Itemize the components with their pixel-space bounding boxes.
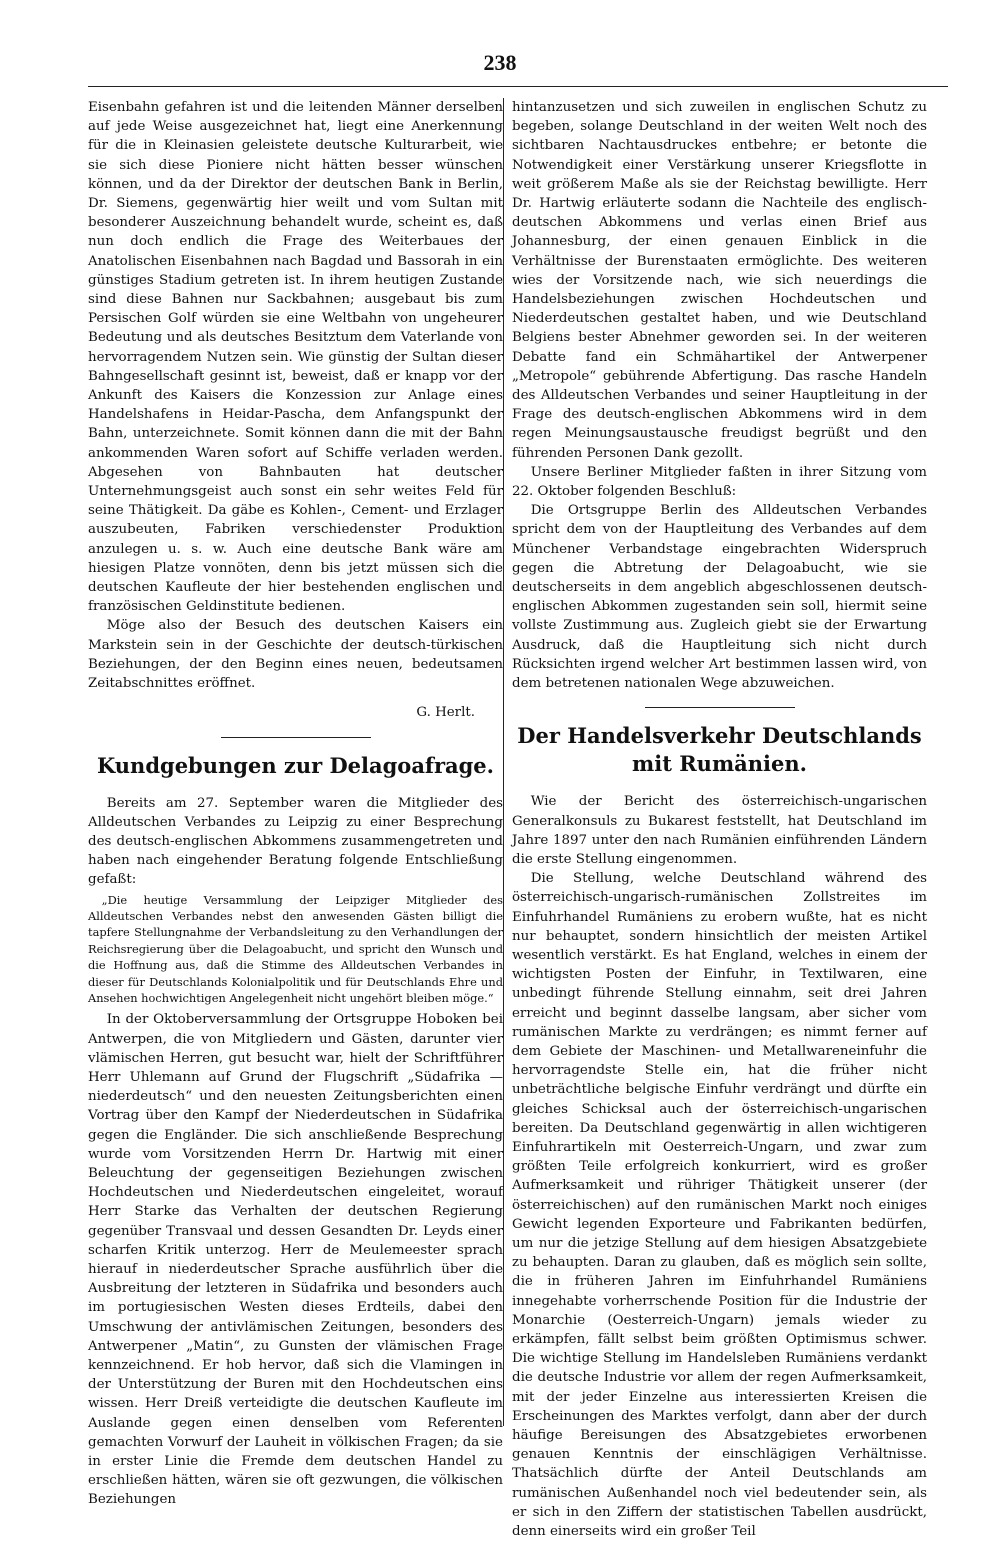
paragraph: Bereits am 27. September waren die Mitglieder des Alldeutschen Verbandes zu Leipzig zu einer Besprechung des deutsch-englischen Abkommens zusammengetreten und haben nach eingehender Beratung folgende Entschließung gefaßt:	[88, 795, 503, 888]
section-heading: Kundgebungen zur Delagoafrage.	[97, 752, 494, 778]
paragraph: Die Ortsgruppe Berlin des Alldeutschen Verbandes spricht dem von der Hauptleitung des Verbandes auf dem Münchener Verbandstage eingebrachten Widerspruch gegen die Abtretung der Delagoabucht, wie sie deutscherseits in dem angeblich abgeschlossenen deutsch-englischen Abkommen zugestanden sein soll, hiermit seine vollste Zustimmung aus. Zugleich giebt sie der Erwartung Ausdruck, daß die Hauptleitung sich nicht durch Rücksichten irgend welcher Art bestimmen lassen wird, von dem betretenen nationalen Wege abzuweichen.	[512, 503, 927, 692]
column-divider	[503, 98, 504, 1426]
right-column	[512, 98, 927, 1540]
author-signature: G. Herlt.	[416, 705, 475, 721]
paragraph: Unsere Berliner Mitglieder faßten in ihrer Sitzung vom 22. Oktober folgenden Beschluß:	[512, 464, 927, 500]
paragraph: hintanzusetzen und sich zuweilen in englischen Schutz zu begeben, solange Deutschland in der weiten Welt noch des sichtbaren Nachtausdruckes entbehre; er betonte die Notwendigkeit einer Verstärkung unserer Kriegsflotte in weit größerem Maße als sie der Reichstag bewilligte. Herr Dr. Hartwig erläuterte sodann die Nachteile des englisch-deutschen Abkommens und verlas einen Brief aus Johannesburg, der einen genauen Einblick in die Verhältnisse der Burenstaaten ermöglichte. Des weiteren wies der Vorsitzende nach, wie sich neuerdings die Handelsbeziehungen zwischen Hochdeutschen und Niederdeutschen gestaltet haben, und wie Deutschland Belgiens bester Abnehmer geworden sei. In der weiteren Debatte fand ein Schmähartikel der Antwerpener „Metropole“ gebührende Abfertigung. Das rasche Handeln des Alldeutschen Verbandes und seiner Hauptleitung in der Frage des deutsch-englischen Abkommens wird in dem regen Meinungsaustausche freudigst begrüßt und den führenden Personen Dank gezollt.	[512, 100, 927, 461]
paragraph: In der Oktoberversammlung der Ortsgruppe Hoboken bei Antwerpen, die von Mitgliedern und Gästen, darunter vier vlämischen Herren, gut besucht war, hielt der Schriftführer Herr Uhlemann auf Grund der Flugschrift „Südafrika — niederdeutsch“ und den neuesten Zeitungsberichten einen Vortrag über den Kampf der Niederdeutschen in Südafrika gegen die Engländer. Die sich anschließende Besprechung wurde vom Vorsitzenden Herrn Dr. Hartwig mit einer Beleuchtung der gegenseitigen Beziehungen zwischen Hochdeutschen und Niederdeutschen eingeleitet, worauf Herr Starke das Verhalten der deutschen Regierung gegenüber Transvaal und dessen Gesandten Dr. Leyds einer scharfen Kritik unterzog. Herr de Meulemeester sprach hierauf in niederdeutscher Sprache ausführlich über die Ausbreitung der letzteren in Südafrika und besonders auch im portugiesischen Westen dieses Erdteils, dabei den Umschwung der antivlämischen Zeitungen, besonders des Antwerpener „Matin“, zu Gunsten der vlämischen Frage kennzeichnend. Er hob hervor, daß sich die Vlamingen in der Unterstützung der Buren mit den Hochdeutschen eins wissen. Herr Dreiß verteidigte die deutschen Kaufleute im Auslande gegen einen denselben vom Referenten gemachten Vorwurf der Lauheit in völkischen Fragen; da sie in erster Linie die Fremde dem deutschen Handel zu erschließen hätten, wären sie oft gezwungen, die völkischen Beziehungen	[88, 1012, 503, 1508]
paragraph: Eisenbahn gefahren ist und die leitenden Männer derselben auf jede Weise ausgezeichnet hat, liegt eine Anerkennung für die in Kleinasien geleistete deutsche Kulturarbeit, wie sie sich diese Pioniere nicht hätten besser wünschen können, und da der Direktor der deutschen Bank in Berlin, Dr. Siemens, gegenwärtig hier weilt und vom Sultan mit besonderer Auszeichnung behandelt wurde, scheint es, daß nun doch endlich die Frage des Weiterbaues der Anatolischen Eisenbahnen nach Bagdad und Bassorah in ein günstiges Stadium getreten ist. In ihrem heutigen Zustande sind diese Bahnen nur Sackbahnen; ausgebaut bis zum Persischen Golf würden sie eine Weltbahn von ungeheurer Bedeutung und als deutsches Besitztum dem Vaterlande von hervorragendem Nutzen sein. Wie günstig der Sultan dieser Bahngesellschaft gesinnt ist, beweist, daß er knapp vor der Ankunft des Kaisers die Konzession zur Anlage eines Handelshafens in Heidar-Pascha, dem Anfangspunkt der Bahn, unterzeichnete. Somit können dann die mit der Bahn ankommenden Waren sofort auf Schiffe verladen werden. Abgesehen von Bahnbauten hat deutscher Unternehmungsgeist auch sonst ein sehr weites Feld für seine Thätigkeit. Da gäbe es Kohlen-, Cement- und Erzlager auszubeuten, Fabriken verschiedenster Produktion anzulegen u. s. w. Auch eine deutsche Bank wäre am hiesigen Platze vonnöten, denn bis jetzt müssen sich die deutschen Kaufleute der hier bestehenden englischen und französischen Geldinstitute bedienen.	[88, 100, 503, 615]
paragraph: Möge also der Besuch des deutschen Kaisers ein Markstein sein in der Geschichte der deutsch-türkischen Beziehungen, der den Beginn eines neuen, bedeutsamen Zeitabschnittes eröffnet.	[88, 618, 503, 692]
section-divider	[645, 707, 795, 708]
left-column	[88, 98, 503, 1508]
section-divider	[221, 737, 371, 738]
heading-line: Der Handelsverkehr Deutschlands	[517, 723, 922, 749]
resolution-quote: „Die heutige Versammlung der Leipziger Mitglieder des Alldeutschen Verbandes nebst den anwesenden Gästen billigt die tapfere Stellungnahme der Verbandsleitung zu den Verhandlungen der Reichsregierung über die Delagoabucht, und spricht den Wunsch und die Hoffnung aus, daß die Stimme des Alldeutschen Verbandes in dieser für Deutschlands Kolonialpolitik und für Deutschlands Ehre und Ansehen hochwichtigen Angelegenheit nicht ungehört bleiben möge.“	[88, 892, 503, 1005]
page-number: 238	[483, 50, 517, 75]
paragraph: Die Stellung, welche Deutschland während des österreichisch-ungarisch-rumänischen Zollstreites im Einfuhrhandel Rumäniens zu erobern wußte, hat es nicht nur behauptet, sondern hinsichtlich der meisten Artikel wesentlich verstärkt. Es hat England, welches in einem der wichtigsten Posten der Einfuhr, in Textilwaren, eine unbedingt führende Stellung einnahm, seit drei Jahren erreicht und beginnt dasselbe langsam, aber sicher vom rumänischen Markte zu verdrängen; es nimmt ferner auf dem Gebiete der Maschinen- und Metallwareneinfuhr die hervorragendste Stelle ein, hat die früher nicht unbeträchtliche belgische Einfuhr verdrängt und dürfte ein gleiches Schicksal auch der österreichisch-ungarischen bereiten. Da Deutschland gegenwärtig in allen wichtigeren Einfuhrartikeln mit Oesterreich-Ungarn, und zwar zum größten Teile erfolgreich konkurriert, wird es großer Aufmerksamkeit und rühriger Thätigkeit unserer (der österreichischen) auf den rumänischen Markt noch einiges Gewicht legenden Exporteure und Fabrikanten bedürfen, um nur die jetzige Stellung auf dem hiesigen Absatzgebiete zu behaupten. Daran zu glauben, daß es möglich sein sollte, die in früheren Jahren im Einfuhrhandel Rumäniens innegehabte vorherrschende Position für die Industrie der Monarchie (Oesterreich-Ungarn) jemals wieder zu erkämpfen, fällt selbst beim größten Optimismus schwer. Die wichtige Stellung im Handelsleben Rumäniens verdankt die deutsche Industrie vor allem der regen Aufmerksamkeit, mit der jeder Einzelne aus interessierten Kreisen die Erscheinungen des Marktes verfolgt, dann aber der durch häufige Bereisungen des Absatzgebietes erworbenen genauen Kenntnis der einschlägigen Verhältnisse. Thatsächlich dürfte der Anteil Deutschlands am rumänischen Außenhandel noch viel bedeutender sein, als er sich in den Ziffern der statistischen Tabellen ausdrückt, denn einerseits wird ein großer Teil	[512, 871, 927, 1540]
section-heading	[512, 722, 927, 778]
heading-line: mit Rumänien.	[632, 751, 807, 777]
header-rule	[88, 86, 948, 87]
paragraph: Wie der Bericht des österreichisch-ungarischen Generalkonsuls zu Bukarest feststellt, hat Deutschland im Jahre 1897 unter den nach Rumänien einführenden Ländern die erste Stellung eingenommen.	[512, 794, 927, 867]
